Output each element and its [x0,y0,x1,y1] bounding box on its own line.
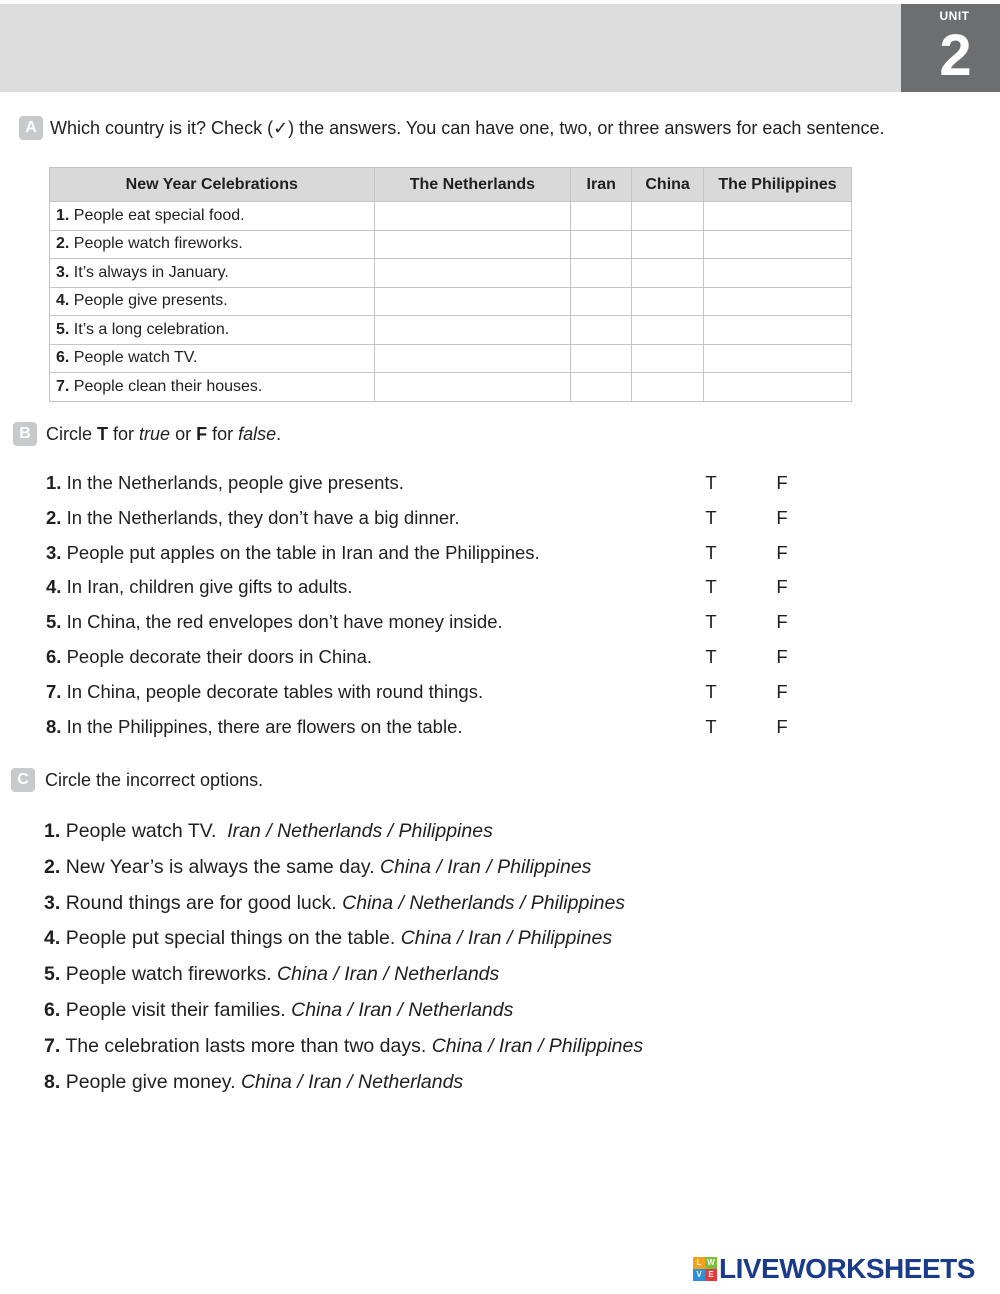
check-cell-philippines[interactable] [704,287,852,316]
option-item [44,1065,744,1101]
tf-statement [46,675,483,710]
false-option[interactable]: F [776,715,788,737]
country-option[interactable]: Philippines [548,1034,644,1057]
section-b-instruction: Circle T for true or F for false. [46,424,282,444]
check-cell-netherlands[interactable] [374,344,571,373]
country-option[interactable]: Iran [447,855,481,878]
true-option[interactable]: T [705,611,717,633]
option-separator: / [342,998,359,1021]
statement-text: People decorate their doors in China. [66,645,373,667]
country-option[interactable]: Iran [308,1070,342,1093]
check-cell-china[interactable] [632,316,704,345]
tf-item [46,501,806,536]
table-row [50,287,852,316]
country-option[interactable]: Iran [227,820,261,842]
tf-statement [46,605,503,640]
logo-square: E [705,1269,717,1281]
statement-cell [50,316,375,345]
tf-item [46,640,806,675]
statement-text: In China, the red envelopes don’t have money inside. [66,611,503,633]
true-option[interactable]: T [705,541,717,563]
country-option[interactable]: Netherlands [409,891,515,914]
table-row [50,230,852,259]
check-cell-iran[interactable] [571,344,632,373]
statement-text: People clean their houses. [73,377,263,395]
item-number: 3. [46,541,62,563]
statement-text: People watch TV. [73,349,198,367]
option-item [44,886,744,922]
true-option[interactable]: T [705,576,717,598]
check-cell-netherlands[interactable] [374,287,571,316]
unit-box [901,4,1000,92]
option-item [44,814,744,850]
check-cell-iran[interactable] [571,316,632,345]
item-number: 6. [56,349,70,367]
item-number: 2. [56,235,70,253]
true-option[interactable]: T [705,506,717,528]
item-number: 7. [56,377,70,395]
item-number: 2. [44,855,61,878]
new-year-table [49,167,852,402]
country-option[interactable]: Netherlands [358,1070,464,1093]
statement-text: In Iran, children give gifts to adults. [66,576,353,598]
option-separator: / [393,891,410,914]
country-option[interactable]: Netherlands [277,820,383,842]
item-number: 4. [46,576,62,598]
true-option[interactable]: T [705,645,717,667]
column-header: China [632,168,704,202]
item-number: 5. [56,320,70,338]
table-row [50,259,852,288]
option-separator: / [260,820,278,842]
tf-statement [46,570,352,605]
country-option[interactable]: Iran [467,927,502,950]
header-band [0,4,901,92]
check-cell-iran[interactable] [571,373,632,402]
country-option[interactable]: Philippines [517,927,613,950]
true-false-list [46,466,806,744]
statement-text: In the Philippines, there are flowers on the table. [66,715,463,737]
check-cell-netherlands[interactable] [374,316,571,345]
option-separator: / [327,963,345,986]
column-header: The Netherlands [374,168,571,202]
column-header: Iran [571,168,632,202]
section-b-badge: B [13,422,37,446]
statement-cell [50,373,375,402]
item-number: 3. [56,263,70,281]
false-option[interactable]: F [776,680,788,702]
check-cell-netherlands[interactable] [374,259,571,288]
check-cell-netherlands[interactable] [374,230,571,259]
country-option[interactable]: China [240,1070,292,1093]
logo-square: W [705,1257,717,1269]
statement-text: People visit their families. [65,998,292,1021]
table-row [50,202,852,231]
option-item [44,850,744,886]
country-option[interactable]: China [342,891,394,914]
check-cell-iran[interactable] [571,287,632,316]
country-option[interactable]: Iran [358,998,392,1021]
option-separator: / [501,927,518,950]
item-number: 4. [56,292,70,310]
check-cell-netherlands[interactable] [374,202,571,231]
option-separator: / [430,855,448,878]
option-item [44,957,744,993]
logo-square: L [693,1257,705,1269]
option-separator: / [291,1070,309,1093]
statement-text: People give presents. [73,292,228,310]
table-row [50,344,852,373]
statement-text: It’s always in January. [73,263,229,281]
unit-number: 2 [939,23,972,88]
item-number: 8. [44,1070,61,1093]
item-number: 6. [46,645,62,667]
check-cell-philippines[interactable] [704,373,852,402]
check-cell-philippines[interactable] [704,259,852,288]
tf-item [46,710,806,745]
item-number: 4. [44,927,61,950]
statement-text: People eat special food. [73,206,245,224]
tf-item [46,536,806,571]
item-number: 5. [44,963,61,986]
tf-item [46,466,806,501]
item-number: 2. [46,506,62,528]
statement-cell [50,259,375,288]
item-number: 1. [46,472,62,493]
false-option[interactable]: F [776,576,788,598]
statement-text: In China, people decorate tables with round things. [66,680,484,702]
country-option[interactable]: Philippines [530,891,626,914]
check-cell-china[interactable] [632,259,704,288]
statement-cell [50,230,375,259]
country-option[interactable]: Netherlands [408,998,514,1021]
check-cell-china[interactable] [632,230,704,259]
liveworksheets-logo [693,1254,975,1284]
true-option[interactable]: T [705,472,717,493]
statement-text: People give money. [65,1070,241,1093]
option-separator: / [341,1070,359,1093]
statement-text: People put special things on the table. [65,927,401,950]
table-row [50,373,852,402]
column-header: The Philippines [704,168,852,202]
false-option[interactable]: F [776,611,788,633]
country-option[interactable]: China [380,855,431,878]
statement-text: In the Netherlands, people give presents. [66,472,404,493]
check-cell-china[interactable] [632,287,704,316]
country-option[interactable]: Iran [344,963,378,986]
section-a-badge: A [19,116,43,140]
check-cell-iran[interactable] [571,202,632,231]
option-separator: / [382,820,399,842]
option-separator: / [514,891,531,914]
item-number: 8. [46,715,62,737]
option-item [44,1029,744,1065]
unit-label: UNIT [939,9,970,23]
tf-statement [46,466,404,501]
option-separator: / [482,1034,499,1057]
table-header-row [50,168,852,202]
option-item [44,993,744,1029]
column-header: New Year Celebrations [50,168,375,202]
statement-text: In the Netherlands, they don’t have a big dinner. [66,506,460,528]
incorrect-options-list [44,814,744,1100]
item-number: 1. [56,206,70,224]
statement-text: The celebration lasts more than two days. [65,1034,432,1057]
statement-cell [50,202,375,231]
logo-text: LIVEWORKSHEETS [719,1253,975,1284]
section-a-instruction: Which country is it? Check (✓) the answers. You can have one, two, or three answers for each sentence. [50,118,885,138]
option-separator: / [532,1034,549,1057]
country-option[interactable]: Philippines [398,820,493,842]
false-option[interactable]: F [776,506,788,528]
statement-text: It’s a long celebration. [73,320,230,338]
tf-item [46,605,806,640]
logo-icon [693,1257,717,1281]
check-cell-netherlands[interactable] [374,373,571,402]
check-cell-iran[interactable] [571,259,632,288]
country-option[interactable]: China [277,963,328,986]
check-cell-china[interactable] [632,344,704,373]
tf-statement [46,501,459,536]
statement-text: Round things are for good luck. [65,891,343,914]
item-number: 5. [46,611,62,633]
option-separator: / [480,855,498,878]
country-option[interactable]: China [291,998,343,1021]
statement-text: People watch TV. [65,820,228,842]
false-option[interactable]: F [776,541,788,563]
true-option[interactable]: T [705,680,717,702]
check-cell-china[interactable] [632,202,704,231]
false-option[interactable]: F [776,472,788,493]
check-cell-china[interactable] [632,373,704,402]
table-row [50,316,852,345]
tf-item [46,675,806,710]
statement-text: People watch fireworks. [65,963,278,986]
check-cell-philippines[interactable] [704,230,852,259]
check-cell-philippines[interactable] [704,316,852,345]
option-separator: / [451,927,468,950]
country-option[interactable]: Philippines [497,855,592,878]
statement-cell [50,287,375,316]
check-cell-philippines[interactable] [704,202,852,231]
item-number: 6. [44,998,61,1021]
option-item [44,921,744,957]
true-option[interactable]: T [705,715,717,737]
tf-item [46,570,806,605]
option-separator: / [391,998,409,1021]
item-number: 3. [44,891,61,914]
statement-cell [50,344,375,373]
tf-statement [46,536,540,571]
logo-square: V [693,1269,705,1281]
country-option[interactable]: China [431,1034,483,1057]
check-cell-philippines[interactable] [704,344,852,373]
item-number: 7. [44,1034,61,1057]
section-c-badge: C [11,768,35,792]
check-cell-iran[interactable] [571,230,632,259]
country-option[interactable]: Iran [498,1034,533,1057]
option-separator: / [377,963,395,986]
tf-statement [46,710,463,745]
item-number: 7. [46,680,62,702]
statement-text: People put apples on the table in Iran and the Philippines. [66,541,540,563]
tf-statement [46,640,372,675]
statement-text: New Year’s is always the same day. [65,855,381,878]
section-c-instruction: Circle the incorrect options. [45,770,264,790]
country-option[interactable]: China [400,927,452,950]
country-option[interactable]: Netherlands [394,963,500,986]
false-option[interactable]: F [776,645,788,667]
statement-text: People watch fireworks. [73,235,243,253]
item-number: 1. [44,820,61,842]
